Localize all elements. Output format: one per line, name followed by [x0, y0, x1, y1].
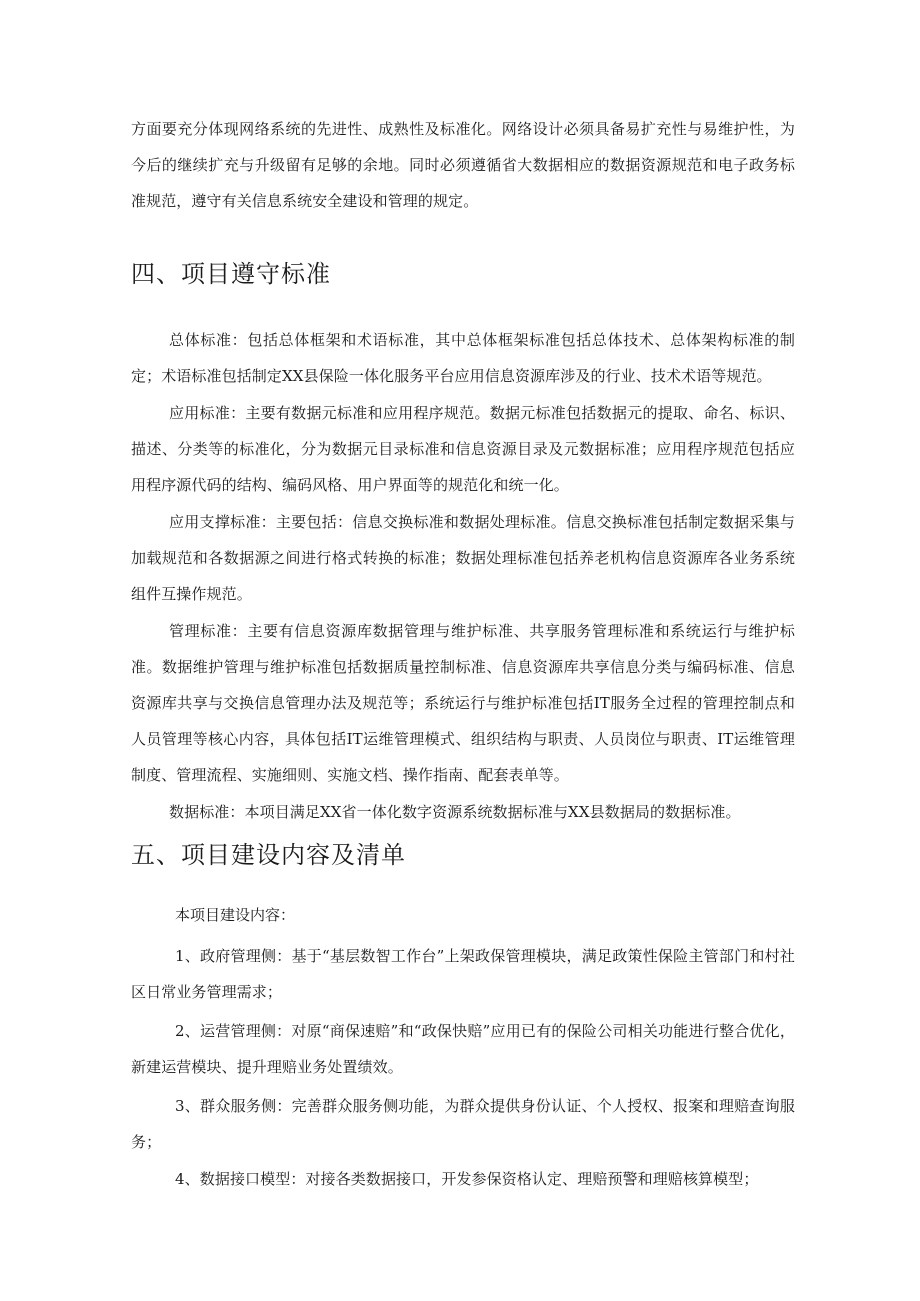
management-standards-paragraph: 管理标准：主要有信息资源库数据管理与维护标准、共享服务管理标准和系统运行与维护标准。数据维护管理与维护标准包括数据质量控制标准、信息资源库共享信息分类与编码标准、信息资源库共享与交换信息管理办法及规范等；系统运行与维护标准包括IT服务全过程的管理控制点和人员管理等核心内容，具体包括IT运维管理模式、组织结构与职责、人员岗位与职责、IT运维管理制度、管理流程、实施细则、实施文档、操作指南、配套表单等。 [131, 622, 795, 784]
intro-continuation-paragraph: 方面要充分体现网络系统的先进性、成熟性及标准化。网络设计必须具备易扩充性与易维护性，为今后的继续扩充与升级留有足够的余地。同时必须遵循省大数据相应的数据资源规范和电子政务标准规范，遵守有关信息系统安全建设和管理的规定。 [131, 120, 795, 210]
general-standards-paragraph: 总体标准：包括总体框架和术语标准，其中总体框架标准包括总体技术、总体架构标准的制定；术语标准包括制定XX县保险一体化服务平台应用信息资源库涉及的行业、技术术语等规范。 [131, 331, 795, 385]
construction-item-operations: 2、运营管理侧：对原“商保速赔”和“政保快赔”应用已有的保险公司相关功能进行整合优化，新建运营模块、提升理赔业务处置绩效。 [131, 1022, 795, 1076]
construction-item-public-service: 3、群众服务侧：完善群众服务侧功能，为群众提供身份认证、个人授权、报案和理赔查询服务； [131, 1097, 795, 1151]
section-4-heading: 四、项目遵守标准 [131, 260, 331, 288]
construction-content-intro: 本项目建设内容： [175, 906, 296, 924]
data-standards-paragraph: 数据标准：本项目满足XX省一体化数字资源系统数据标准与XX县数据局的数据标准。 [169, 803, 741, 821]
application-support-standards-paragraph: 应用支撑标准：主要包括：信息交换标准和数据处理标准。信息交换标准包括制定数据采集与加载规范和各数据源之间进行格式转换的标准；数据处理标准包括养老机构信息资源库各业务系统组件互操作规范。 [131, 513, 795, 603]
construction-item-data-interface: 4、数据接口模型：对接各类数据接口，开发参保资格认定、理赔预警和理赔核算模型； [175, 1170, 759, 1188]
application-standards-paragraph: 应用标准：主要有数据元标准和应用程序规范。数据元标准包括数据元的提取、命名、标识、描述、分类等的标准化，分为数据元目录标准和信息资源目录及元数据标准；应用程序规范包括应用程序源代码的结构、编码风格、用户界面等的规范化和统一化。 [131, 404, 795, 494]
construction-item-government: 1、政府管理侧：基于“基层数智工作台”上架政保管理模块，满足政策性保险主管部门和村社区日常业务管理需求； [131, 947, 795, 1001]
section-5-heading: 五、项目建设内容及清单 [131, 841, 406, 869]
